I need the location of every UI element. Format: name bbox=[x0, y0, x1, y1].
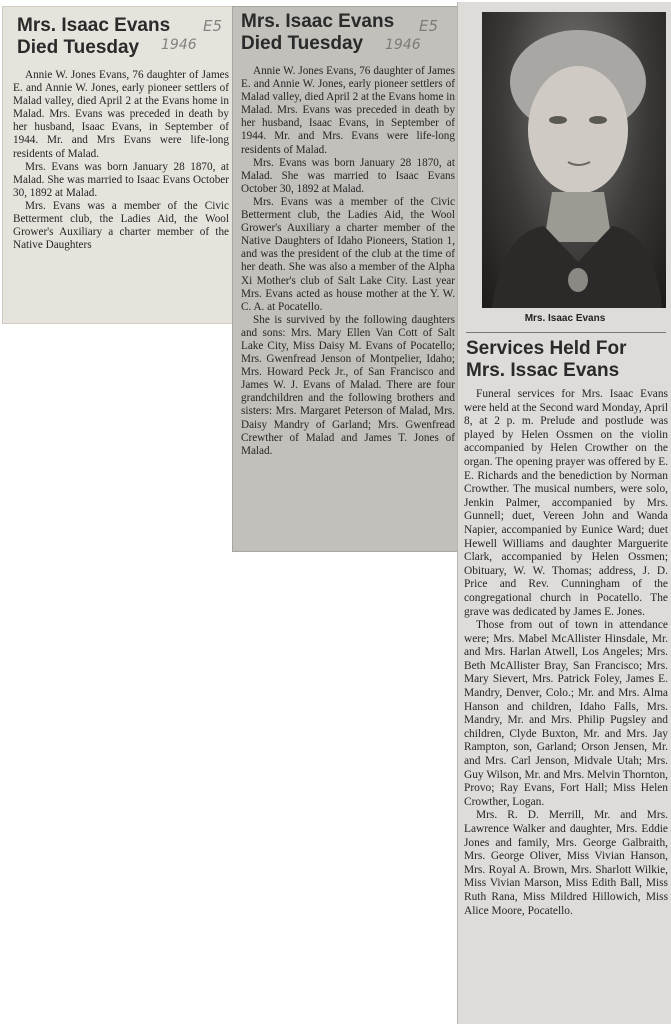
headline-line: Mrs. Isaac Evans bbox=[241, 11, 395, 32]
paragraph: Mrs. Evans was born January 28 1870, at Malad. She was married to Isaac Evans October 30, 1892 at Malad. bbox=[13, 160, 229, 199]
headline-line: Services Held For bbox=[466, 338, 627, 359]
headline-line: Died Tuesday bbox=[17, 37, 140, 58]
portrait-photo bbox=[482, 12, 666, 308]
paragraph: Mrs. Evans was born January 28 1870, at Malad. She was married to Isaac Evans October 30, 1892 at Malad. bbox=[241, 156, 455, 195]
paragraph: Funeral services for Mrs. Isaac Evans were held at the Second ward Monday, April 8, at 2 p. m. Prelude and postlude was played by Helen Ossmen on the violin accompanied by Helen Crowther on the organ. The opening prayer was offered by E. E. Richards and the benediction by Norman Crowther. The musical numbers, were solo, Jenkin Palmer, accompanied by Mrs. Gunnell; duet, Vereen John and Wanda Napier, accompanied by Eunice Ward; duet Hewell Williams and daughter Marguerite Clark, accompanied by Helen Ossmen; Obituary, W. W. Thomas; address, J. D. Price and Rev. Cunningham of the congregational church in Pocatello. The grave was dedicated by James E. Jones. bbox=[464, 388, 668, 618]
headline-line: Died Tuesday bbox=[241, 33, 364, 54]
portrait-figure bbox=[482, 12, 666, 308]
handwritten-mark: E5 bbox=[419, 17, 439, 35]
article-body bbox=[241, 65, 455, 458]
divider bbox=[466, 332, 666, 333]
headline bbox=[466, 338, 671, 382]
headline-line: Mrs. Isaac Evans bbox=[17, 15, 171, 36]
article-body bbox=[464, 388, 668, 918]
article-body bbox=[13, 69, 229, 252]
handwritten-year: 1946 bbox=[385, 37, 421, 53]
paragraph: Mrs. R. D. Merrill, Mr. and Mrs. Lawrence Walker and daughter, Mrs. Eddie Jones and family, Mrs. George Galbraith, Mrs. George Oliver, Miss Vivian Hanson, Mrs. Royal A. Brown, Mrs. Sharlott Wilkie, Miss Vivian Marson, Miss Edith Ball, Miss Ruth Rana, Miss Mildred Hillowich, Miss Alice Moore, Pocatello. bbox=[464, 809, 668, 917]
paragraph: She is survived by the following daughters and sons: Mrs. Mary Ellen Van Cott of Salt Lake City, Miss Daisy M. Evans of Pocatello; Mrs. Gwenfread Jenson of Montpelier, Idaho; Mrs. Howard Peck Jr., of San Francisco and James W. J. Evans of Malad. There are four grandchildren and the following brothers and sisters: Mrs. Margaret Peterson of Malad, Mrs. Daisy Mandry of Garland; Mrs. Gwenfread Crewther of Malad and James T. Jones of Malad. bbox=[241, 313, 455, 457]
paragraph: Mrs. Evans was a member of the Civic Betterment club, the Ladies Aid, the Wool Grower's Auxiliary a charter member of the Native Daughters of Idaho Pioneers, Station 1, and was the president of the club at the time of her death. She was also a member of the Alpha Xi Mother's club of Salt Lake City. Last year Mrs. Evans acted as house mother at the Y. W. C. A. at Pocatello. bbox=[241, 195, 455, 313]
handwritten-year: 1946 bbox=[161, 37, 197, 53]
paragraph: Annie W. Jones Evans, 76 daughter of James E. and Annie W. Jones, early pioneer settlers of Malad valley, died April 2 at the Evans home in Malad. Mrs. Evans was preceded in death by her husband, Isaac Evans, in September of 1944. Mr. and Mrs. Evans were life-long residents of Malad. bbox=[241, 65, 455, 156]
paragraph: Those from out of town in attendance were; Mrs. Mabel McAllister Hinsdale, Mr. and Mrs. Harlan Atwell, Los Angeles; Mrs. Beth McAllister Bray, San Francisco; Mrs. Mary Sievert, Mrs. Patrick Foley, James E. Mandry, Denver, Colo.; Mr. and Mrs. Alma Hanson and children, Idaho Falls, Mrs. Mandry, Mr. and Mrs. Philip Pugsley and children, Clyde Buxton, Mr. and Mrs. Jay Rampton, son, Garland; Orson Jensen, Mr. and Mrs. Carl Jenson, Midvale Utah; Mrs. Guy Wilson, Mr. and Mrs. Melvin Thornton, Provo; Ray Evans, Fort Hall; Miss Helen Crowther, Logan. bbox=[464, 619, 668, 808]
clipping-obituary-full bbox=[232, 6, 460, 552]
paragraph: Annie W. Jones Evans, 76 daughter of James E. and Annie W. Jones, early pioneer settlers of Malad valley, died April 2 at the Evans home in Malad. Mrs. Evans was preceded in death by her husband, Isaac Evans, in September of 1944. Mr. and Mrs Evans were life-long residents of Malad. bbox=[13, 69, 229, 160]
photo-caption: Mrs. Isaac Evans bbox=[524, 313, 606, 324]
clipping-obituary-short bbox=[2, 6, 234, 324]
paragraph: Mrs. Evans was a member of the Civic Betterment club, the Ladies Aid, the Wool Grower's Auxiliary a charter member of the Native Daughters bbox=[13, 199, 229, 252]
clipping-services bbox=[457, 2, 671, 1024]
headline-line: Mrs. Issac Evans bbox=[466, 360, 620, 381]
handwritten-mark: E5 bbox=[203, 17, 223, 35]
